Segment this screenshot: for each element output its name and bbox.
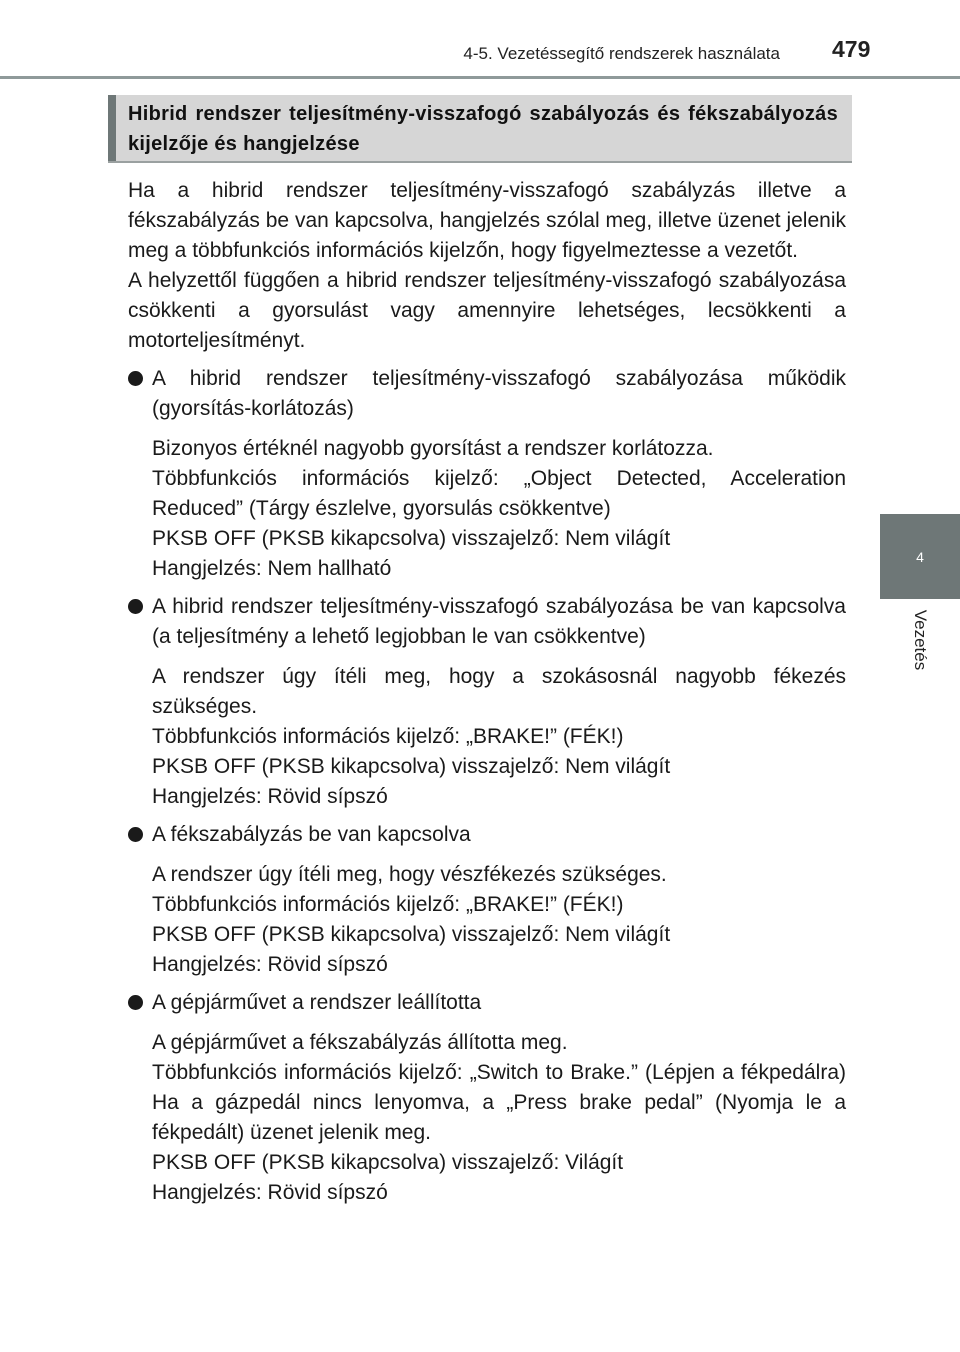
intro-paragraph: A helyzettől függően a hibrid rendszer teljesítmény-visszafogó szabályozása csökkenti a gyorsulást vagy amennyire lehetséges, lecsökkenti a motorteljesítményt. [128,269,846,352]
chapter-name: Vezetés [911,609,930,671]
section-title: 4-5. Vezetéssegítő rendszerek használata [463,44,780,63]
heading-underline [108,161,852,163]
detail-line: Többfunkciós információs kijelző: „Object Detected, Acceleration Reduced” (Tárgy észlelve, gyorsulás csökkentve) [152,467,846,520]
bullet-item [128,820,846,850]
section-heading: Hibrid rendszer teljesítmény-visszafogó szabályozás és fékszabályozás kijelzője és hangjelzése [108,95,852,161]
bullet-title: A fékszabályzás be van kapcsolva [152,823,471,846]
detail-line: A rendszer úgy ítéli meg, hogy vészfékezés szükséges. [152,863,667,886]
bullet-item [128,988,846,1018]
bullet-icon [128,995,143,1010]
bullet-title: A gépjárművet a rendszer leállította [152,991,482,1014]
detail-line: PKSB OFF (PKSB kikapcsolva) visszajelző: Nem világít [152,923,671,946]
chapter-number: 4 [916,548,924,565]
detail-line: Hangjelzés: Rövid sípszó [152,1181,388,1204]
chapter-tab [880,514,960,599]
header-divider [0,76,960,79]
detail-line: Többfunkciós információs kijelző: „BRAKE!” (FÉK!) [152,725,624,748]
detail-line: Hangjelzés: Rövid sípszó [152,953,388,976]
chapter-label [880,600,960,680]
detail-line: Többfunkciós információs kijelző: „Switch to Brake.” (Lépjen a fékpedálra) Ha a gázpedál nincs lenyomva, a „Press brake pedal” (Nyomja le a fékpedált) üzenet jelenik meg. [152,1061,846,1144]
bullet-title: A hibrid rendszer teljesítmény-visszafogó szabályozása működik (gyorsítás-korlátozás) [152,367,846,420]
bullet-details [128,1028,846,1208]
bullet-details [128,860,846,980]
bullet-item [128,364,846,424]
detail-line: A rendszer úgy ítéli meg, hogy a szokásosnál nagyobb fékezés szükséges. [152,665,846,718]
detail-line: Bizonyos értéknél nagyobb gyorsítást a rendszer korlátozza. [152,437,714,460]
page-header [0,0,960,80]
detail-line: Hangjelzés: Nem hallható [152,557,392,580]
page-content [128,176,846,1208]
detail-line: PKSB OFF (PKSB kikapcsolva) visszajelző: Nem világít [152,527,671,550]
detail-line: A gépjárművet a fékszabályzás állította meg. [152,1031,568,1054]
bullet-icon [128,827,143,842]
detail-line: PKSB OFF (PKSB kikapcsolva) visszajelző: Világít [152,1151,624,1174]
intro-paragraph: Ha a hibrid rendszer teljesítmény-visszafogó szabályzás illetve a fékszabályzás be van kapcsolva, hangjelzés szólal meg, illetve üzenet jelenik meg a többfunkciós információs kijelzőn, hogy figyelmeztesse a vezetőt. [128,179,846,262]
bullet-icon [128,371,143,386]
detail-line: PKSB OFF (PKSB kikapcsolva) visszajelző: Nem világít [152,755,671,778]
bullet-details [128,434,846,584]
bullet-title: A hibrid rendszer teljesítmény-visszafogó szabályozása be van kapcsolva (a teljesítmény a lehető legjobban le van csökkentve) [152,595,846,648]
bullet-item [128,592,846,652]
detail-line: Hangjelzés: Rövid sípszó [152,785,388,808]
bullet-icon [128,599,143,614]
detail-line: Többfunkciós információs kijelző: „BRAKE!” (FÉK!) [152,893,624,916]
page-number: 479 [832,36,871,62]
bullet-details [128,662,846,812]
